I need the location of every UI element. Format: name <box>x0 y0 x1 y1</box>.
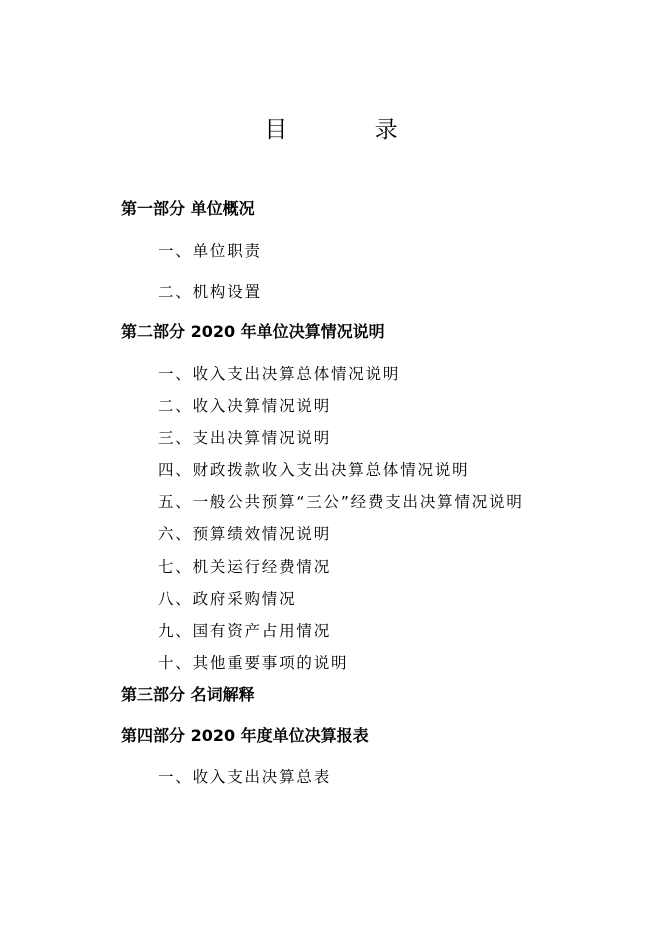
toc-item: 一、单位职责 <box>158 242 262 260</box>
toc-item: 六、预算绩效情况说明 <box>158 525 332 543</box>
toc-item: 二、收入决算情况说明 <box>158 397 332 415</box>
toc-item: 十、其他重要事项的说明 <box>158 654 349 672</box>
toc-item: 四、财政拨款收入支出决算总体情况说明 <box>158 461 470 479</box>
toc-item: 九、国有资产占用情况 <box>158 622 332 640</box>
toc-item: 三、支出决算情况说明 <box>158 429 332 447</box>
toc-item: 一、收入支出决算总体情况说明 <box>158 365 401 383</box>
toc-part-heading: 第一部分 单位概况 <box>121 199 255 218</box>
toc-item: 一、收入支出决算总表 <box>158 768 332 786</box>
toc-part-heading: 第四部分 2020 年度单位决算报表 <box>121 726 369 745</box>
toc-item: 二、机构设置 <box>158 283 262 301</box>
page-title: 目 录 <box>264 117 438 143</box>
toc-item: 五、一般公共预算“三公”经费支出决算情况说明 <box>158 493 524 511</box>
toc-item: 七、机关运行经费情况 <box>158 558 332 576</box>
toc-part-heading: 第三部分 名词解释 <box>121 685 255 704</box>
toc-part-heading: 第二部分 2020 年单位决算情况说明 <box>121 322 385 341</box>
toc-item: 八、政府采购情况 <box>158 590 297 608</box>
